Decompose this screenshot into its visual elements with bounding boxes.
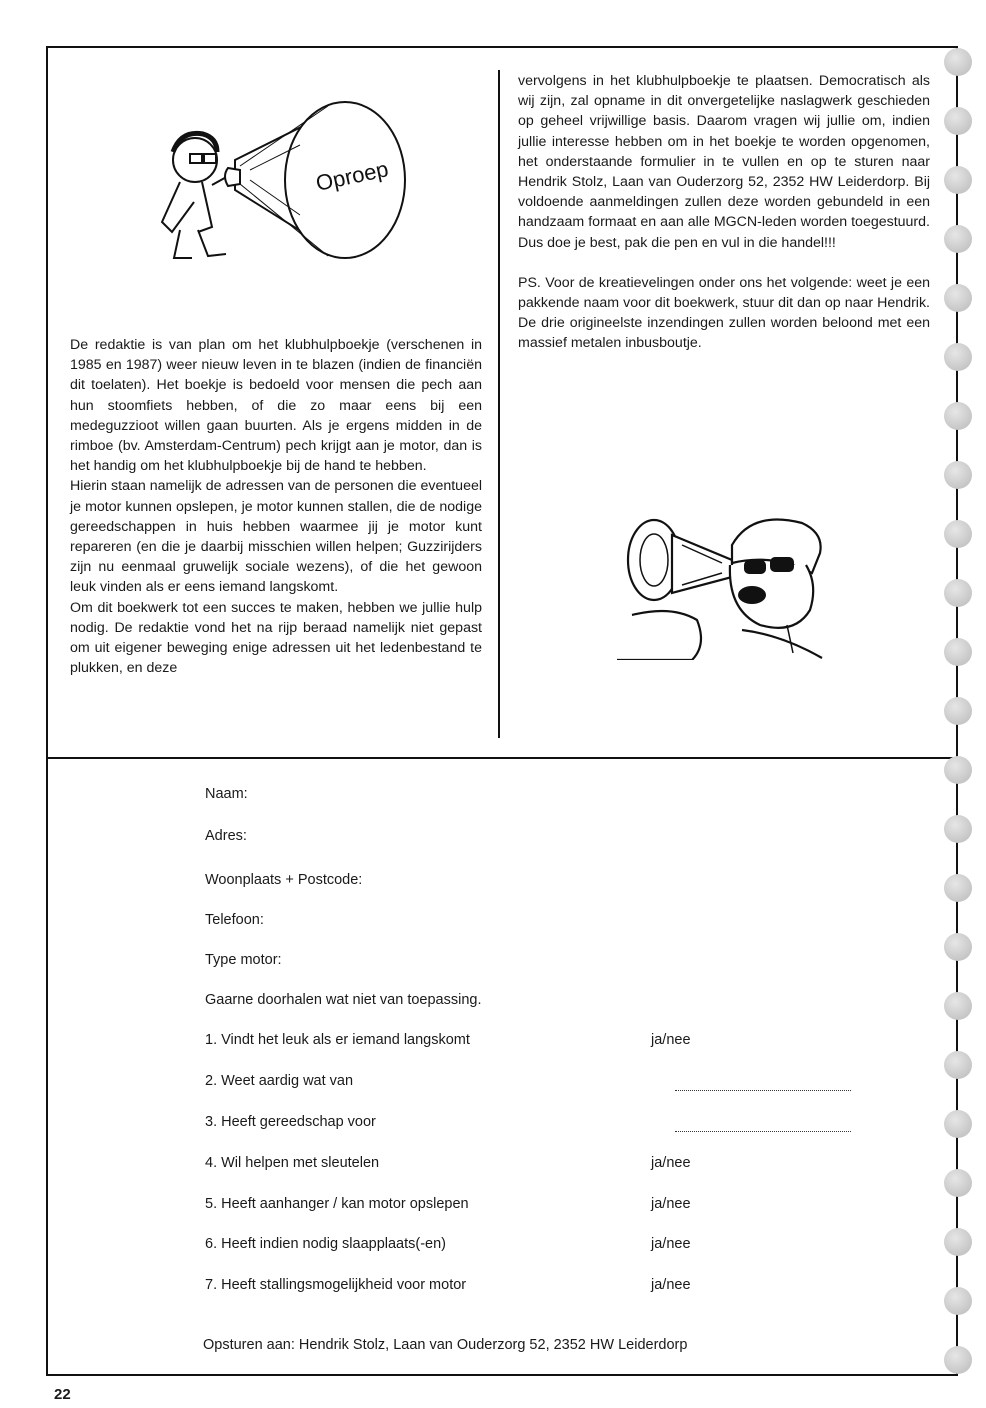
binder-ring <box>944 225 972 253</box>
left-paragraph-1: De redaktie is van plan om het klubhulpboekje (verschenen in 1985 en 1987) weer nieuw leven in te blazen (indien de financiën dit toelaten). Het boekje is bedoeld voor mensen die pech aan hun stoomfiets hebben, of die zo maar eens bij een medeguzzioot willen gaan buurten. Als je ergens midden in de rimboe (bv. Amsterdam-Centrum) pech krijgt aan je motor, dan is het handig om het klubhulpboekje bij de hand te hebben. <box>70 337 482 475</box>
binder-ring <box>944 1110 972 1138</box>
right-paragraph-2: PS. Voor de kreatievelingen onder ons het volgende: weet je een pakkende naam voor dit boekwerk, stuur dit dan op naar Hendrik. De drie origineelste inzendingen zullen worden beloond met een massief metalen inbusboutje. <box>518 274 930 352</box>
right-paragraph-1: vervolgens in het klubhulpboekje te plaatsen. Democratisch als wij zijn, zal opname in dit onvergetelijke naslagwerk geschieden op geheel vrijwillige basis. Daarom vragen wij jullie om, indien jullie interesse hebben om in het boekje te worden opgenomen, het onderstaande formulier in te vullen en op te sturen naar Hendrik Stolz, Laan van Ouderzorg 52, 2352 HW Leiderdorp. Bij voldoende aanmeldingen zullen deze worden gebundeld in een handzaam formaat en aan alle MGCN-leden worden toegestuurd. Dus doe je best, pak die pen en vul in die handel!!! <box>518 73 930 251</box>
binder-ring <box>944 284 972 312</box>
left-paragraph-3: Om dit boekwerk tot een succes te maken, hebben we jullie hulp nodig. De redaktie vond het na rijp beraad namelijk niet gepast om uit eigener beweging enige adressen uit het ledenbestand te plukken, en deze <box>70 599 482 677</box>
binder-ring <box>944 756 972 784</box>
binder-ring <box>944 1051 972 1079</box>
answer-5: ja/nee <box>651 1196 691 1212</box>
binder-ring <box>944 992 972 1020</box>
binder-ring <box>944 815 972 843</box>
binder-ring <box>944 461 972 489</box>
binder-ring <box>944 520 972 548</box>
page-number: 22 <box>54 1386 71 1403</box>
binder-ring <box>944 1287 972 1315</box>
question-6: 6. Heeft indien nodig slaapplaats(-en) <box>205 1236 447 1252</box>
binder-ring <box>944 1346 972 1374</box>
binder-ring <box>944 697 972 725</box>
question-4: 4. Wil helpen met sleutelen <box>205 1155 380 1171</box>
answer-7: ja/nee <box>651 1277 691 1293</box>
form-instruction: Gaarne doorhalen wat niet van toepassing. <box>205 992 482 1008</box>
binder-ring <box>944 402 972 430</box>
form-label-naam: Naam: <box>205 786 248 802</box>
binder-ring <box>944 579 972 607</box>
question-1: 1. Vindt het leuk als er iemand langskomt <box>205 1032 470 1048</box>
answer-6: ja/nee <box>651 1236 691 1252</box>
form-label-telefoon: Telefoon: <box>205 912 264 928</box>
column-divider <box>498 70 500 738</box>
answer-2-dotted-line <box>675 1076 851 1091</box>
form-divider <box>46 757 958 759</box>
send-to-address: Opsturen aan: Hendrik Stolz, Laan van Ouderzorg 52, 2352 HW Leiderdorp <box>203 1337 688 1353</box>
binder-ring <box>944 1169 972 1197</box>
binder-ring <box>944 638 972 666</box>
form-label-woonplaats: Woonplaats + Postcode: <box>205 872 363 888</box>
left-paragraph-2: Hierin staan namelijk de adressen van de personen die eventueel je motor kunnen opslepen, je motor kunnen stallen, die de nodige gereedschappen in huis hebben waarmee jij je motor kunt repareren (en die je daarbij misschien willen helpen; Guzzirijders zijn nu eenmaal gruwelijk sociale wezens), of die het gewoon leuk vinden als er eens iemand langskomt. <box>70 478 482 596</box>
question-3: 3. Heeft gereedschap voor <box>205 1114 376 1130</box>
question-7: 7. Heeft stallingsmogelijkheid voor motor <box>205 1277 467 1293</box>
megaphone-illustration <box>140 80 440 280</box>
answer-3-dotted-line <box>675 1117 851 1132</box>
binder-ring <box>944 48 972 76</box>
answer-1: ja/nee <box>651 1032 691 1048</box>
question-2: 2. Weet aardig wat van <box>205 1073 354 1089</box>
binder-ring <box>944 107 972 135</box>
form-label-type-motor: Type motor: <box>205 952 282 968</box>
binder-ring <box>944 166 972 194</box>
binder-ring <box>944 343 972 371</box>
left-column <box>70 335 482 678</box>
binder-ring <box>944 1228 972 1256</box>
question-5: 5. Heeft aanhanger / kan motor opslepen <box>205 1196 469 1212</box>
bugle-player-illustration <box>612 505 832 660</box>
binder-ring <box>944 933 972 961</box>
binder-ring <box>944 874 972 902</box>
binder-rings <box>944 48 974 1408</box>
answer-4: ja/nee <box>651 1155 691 1171</box>
right-column <box>518 71 930 354</box>
oproep-title: Oproep <box>313 156 391 196</box>
form-label-adres: Adres: <box>205 828 247 844</box>
